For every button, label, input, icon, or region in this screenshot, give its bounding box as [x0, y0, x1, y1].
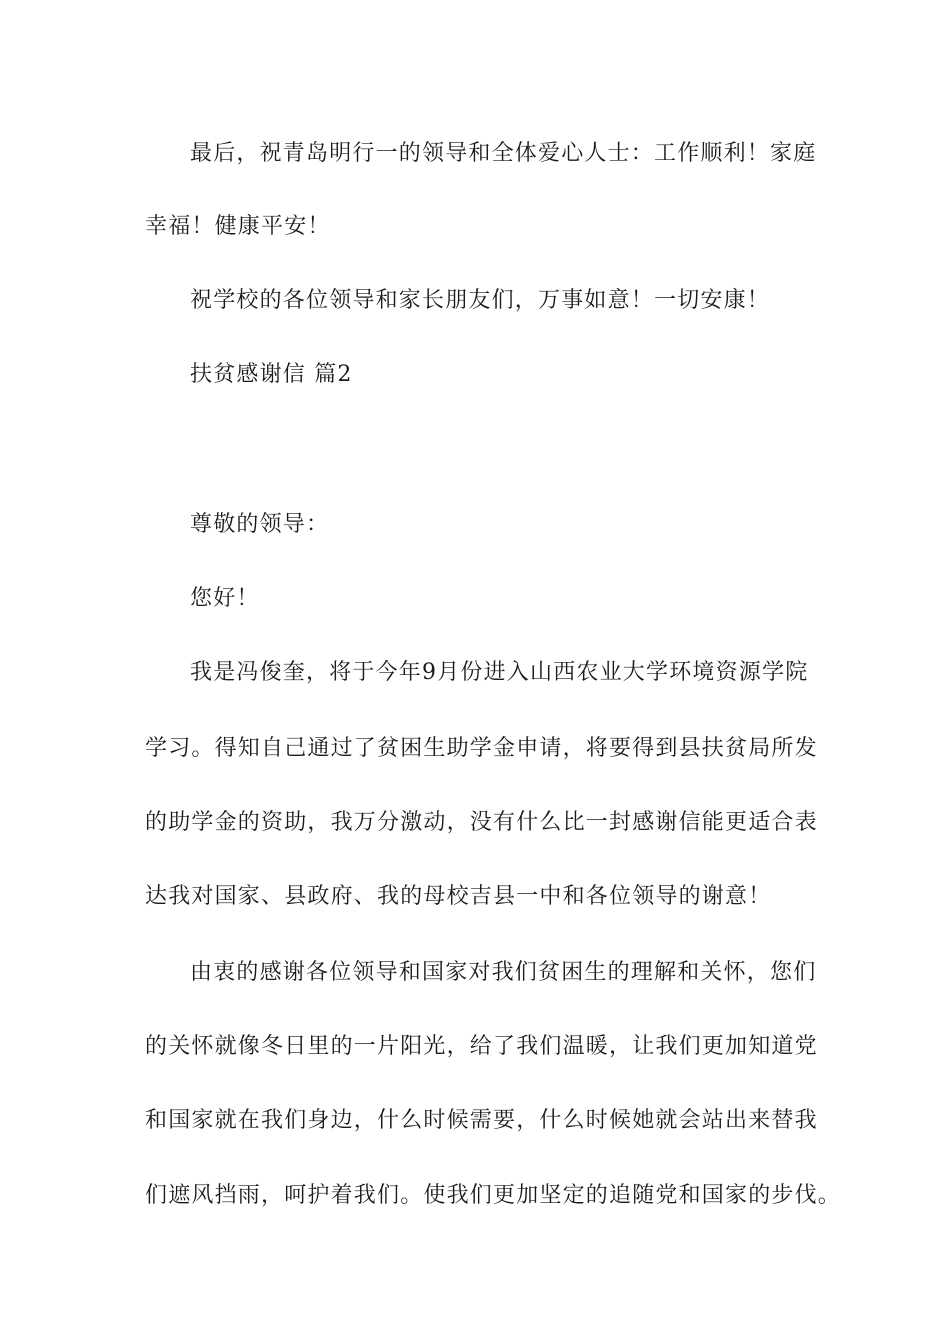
section-heading: 扶贫感谢信 篇2	[190, 362, 353, 387]
paragraph-thanks-line-4: 们遮风挡雨，呵护着我们。使我们更加坚定的追随党和国家的步伐。	[145, 1183, 842, 1208]
greeting: 您好！	[190, 586, 260, 611]
paragraph-thanks-line-3: 和国家就在我们身边，什么时候需要，什么时候她就会站出来替我	[145, 1108, 818, 1133]
paragraph-intro-line-2: 学习。得知自己通过了贫困生助学金申请，将要得到县扶贫局所发	[145, 736, 818, 761]
paragraph-closing-wish-line-1: 最后，祝青岛明行一的领导和全体爱心人士：工作顺利！家庭	[190, 141, 817, 166]
paragraph-thanks-line-2: 的关怀就像冬日里的一片阳光，给了我们温暖，让我们更加知道党	[145, 1034, 818, 1059]
paragraph-intro-line-3: 的助学金的资助，我万分激动，没有什么比一封感谢信能更适合表	[145, 810, 818, 835]
paragraph-intro-line-4: 达我对国家、县政府、我的母校吉县一中和各位领导的谢意！	[145, 884, 772, 909]
paragraph-thanks-line-1: 由衷的感谢各位领导和国家对我们贫困生的理解和关怀，您们	[190, 960, 817, 985]
paragraph-school-wish: 祝学校的各位领导和家长朋友们，万事如意！一切安康！	[190, 288, 771, 313]
paragraph-intro-line-1: 我是冯俊奎，将于今年9月份进入山西农业大学环境资源学院	[190, 660, 809, 685]
salutation: 尊敬的领导：	[190, 512, 330, 537]
paragraph-closing-wish-line-2: 幸福！健康平安！	[145, 214, 331, 239]
